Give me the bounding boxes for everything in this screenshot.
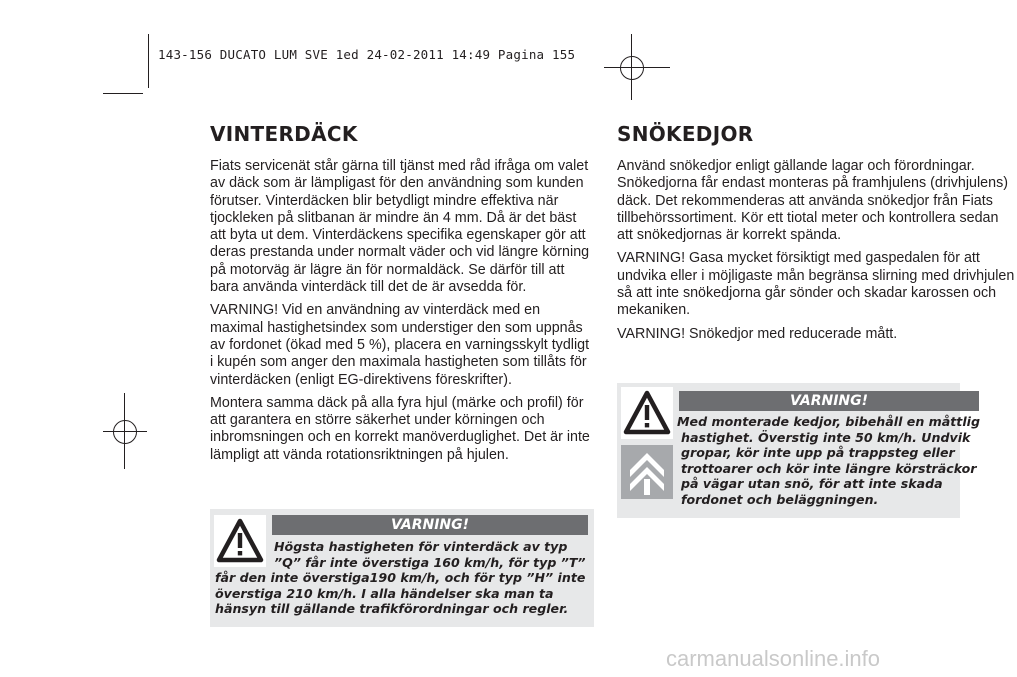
warning-triangle-icon	[214, 515, 266, 567]
paragraph: VARNING! Snökedjor med reducerade mått.	[617, 325, 898, 342]
print-header: 143-156 DUCATO LUM SVE 1ed 24-02-2011 14:49 Pagina 155	[158, 47, 576, 62]
warning-line: får den inte överstiga190 km/h, och för typ ”H” inte	[215, 570, 586, 585]
warning-line: trottoarer och kör inte längre körsträckor	[681, 460, 977, 476]
road-chevron-icon	[621, 445, 673, 499]
warning-line: fordonet och beläggningen.	[681, 491, 879, 507]
warning-triangle-icon	[621, 387, 673, 439]
warning-label: VARNING!	[272, 515, 588, 535]
warning-line: hänsyn till gällande trafikförordningar och regler.	[215, 601, 569, 616]
registration-mark-top	[620, 56, 644, 80]
warning-line: hastighet. Överstig inte 50 km/h. Undvik	[681, 429, 971, 445]
warning-line: på vägar utan snö, för att inte skada	[681, 476, 943, 491]
warning-line: Med monterade kedjor, bibehåll en måttlig	[677, 414, 980, 429]
winter-tires-body	[210, 158, 590, 470]
crop-mark-horizontal-top	[103, 93, 143, 94]
title-winter-tires: VINTERDÄCK	[210, 122, 358, 146]
warning-box-snow-chains	[617, 383, 980, 518]
paragraph: VARNING! Vid en användning av vinterdäck med en maximal hastighetsindex som understiger den som uppnås av fordonet (ökad med 5 %), placera en varningsskylt tydligt i kupén som anger den maximala hastigheten som tillåts för vinterdäcken (enligt EG-direktivens föreskrifter).	[210, 302, 590, 388]
warning-line: överstiga 210 km/h. I alla händelser ska man ta	[215, 585, 554, 601]
registration-mark-left	[113, 420, 137, 444]
paragraph: Använd snökedjor enligt gällande lagar och förordningar. Snökedjorna får endast monteras på framhjulens (drivhjulens) däck. Det rekommenderas att använda snökedjor från Fiats tillbehörssortiment. Kör ett tiotal meter och kontrollera sedan att snökedjornas är korrekt spända.	[617, 158, 1008, 244]
title-snow-chains: SNÖKEDJOR	[617, 122, 754, 146]
warning-label: VARNING!	[679, 391, 979, 411]
snow-chains-body	[617, 158, 1017, 349]
warning-line: gropar, kör inte upp på trappsteg eller	[681, 445, 955, 460]
warning-box-winter-tires	[210, 509, 594, 627]
paragraph: Montera samma däck på alla fyra hjul (märke och profil) för att garantera en större säkerhet under körningen och inbromsningen och en korrekt manöverduglighet. Det är inte lämpligt att vända rotationsriktningen på hjulen.	[210, 394, 590, 463]
paragraph: Fiats servicenät står gärna till tjänst med råd ifråga om valet av däck som är lämpligast för den användning som kunden förutser. Vinterdäcken blir betydligt mindre effektiva när tjockleken på slitbanan är mindre än 4 mm. Då är det bäst att byta ut dem. Vinterdäckens specifika egenskaper gör att deras prestanda under normalt väder och vid längre körning på motorväg är lägre än för normaldäck. Se därför till att bara använda vinterdäck till det de är avsedda för.	[210, 158, 590, 296]
warning-line: Högsta hastigheten för vinterdäck av typ	[274, 539, 568, 554]
paragraph: VARNING! Gasa mycket försiktigt med gaspedalen för att undvika eller i möjligaste mån begränsa slirning med drivhjulen så att inte snökedjorna går sönder och skadar karossen och mekaniken.	[617, 250, 1015, 319]
warning-line: ”Q” får inte överstiga 160 km/h, för typ ”T”	[274, 554, 586, 570]
crop-mark-vertical-top	[148, 34, 149, 88]
watermark: carmanualsonline.info	[666, 646, 881, 671]
